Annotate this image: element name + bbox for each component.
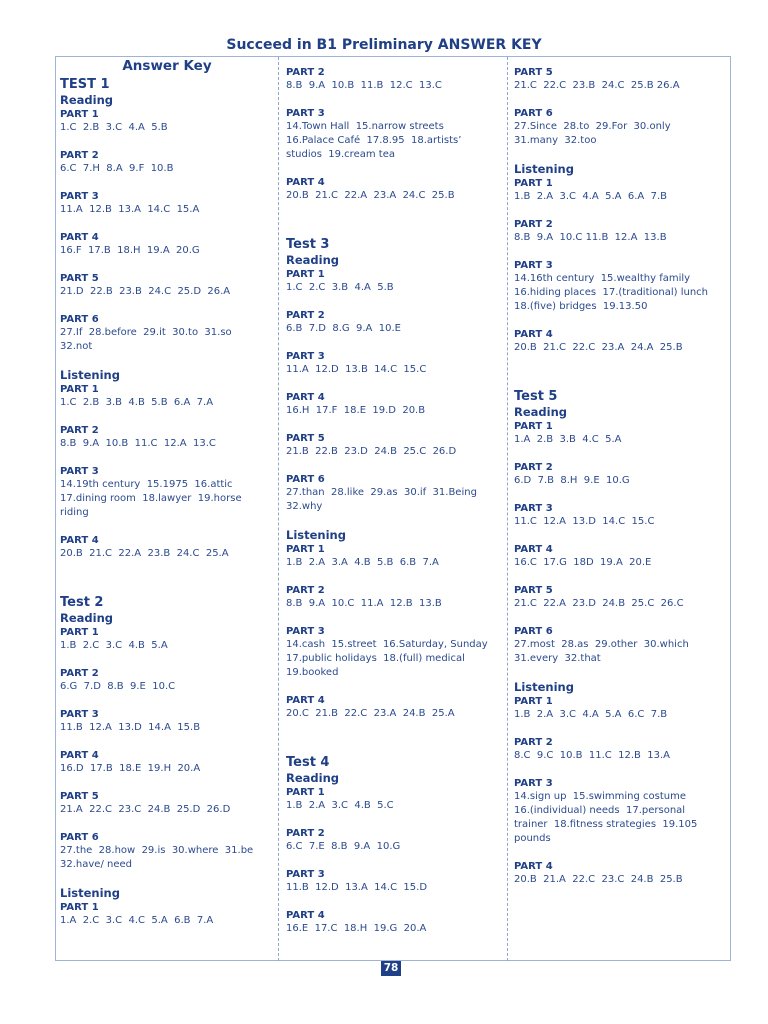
part-block — [514, 177, 728, 204]
answer-line: 14.cash 15.street 16.Saturday, Sunday — [286, 639, 488, 650]
answer-line: 27.the 28.how 29.is 30.where 31.be — [60, 845, 254, 856]
part-block — [286, 786, 504, 813]
part-label: PART 3 — [514, 778, 553, 789]
answer-line: 11.A 12.D 13.B 14.C 15.C — [286, 364, 427, 375]
part-label: PART 1 — [60, 384, 99, 395]
part-label: PART 1 — [60, 902, 99, 913]
part-label: PART 2 — [514, 219, 553, 230]
part-label: PART 4 — [286, 910, 325, 921]
answer-line: 1.C 2.B 3.C 4.A 5.B — [60, 122, 168, 133]
part-label: PART 3 — [286, 626, 325, 637]
section-title: Reading — [60, 611, 114, 625]
part-label: PART 3 — [60, 466, 99, 477]
part-label: PART 3 — [286, 351, 325, 362]
test-title: Test 3 — [286, 237, 330, 252]
part-label: PART 4 — [60, 535, 99, 546]
answer-line: 14.Town Hall 15.narrow streets — [286, 121, 444, 132]
part-label: PART 6 — [60, 832, 99, 843]
section-title: Reading — [286, 771, 340, 785]
part-block — [60, 667, 274, 694]
answer-line: 14.16th century 15.wealthy family — [514, 273, 691, 284]
answer-line: 11.B 12.A 13.D 14.A 15.B — [60, 722, 201, 733]
answer-line: 21.C 22.A 23.D 24.B 25.C 26.C — [514, 598, 684, 609]
part-label: PART 2 — [286, 67, 325, 78]
answer-line: 27.Since 28.to 29.For 30.only — [514, 121, 671, 132]
part-label: PART 1 — [514, 178, 553, 189]
spacer — [60, 575, 274, 595]
answer-line: 1.A 2.B 3.B 4.C 5.A — [514, 434, 622, 445]
part-label: PART 5 — [514, 585, 553, 596]
part-block — [514, 420, 728, 447]
column-divider — [278, 57, 279, 961]
answer-line: 1.B 2.A 3.C 4.A 5.A 6.A 7.B — [514, 191, 667, 202]
part-block — [514, 66, 728, 93]
part-block — [60, 534, 274, 561]
answer-line: trainer 18.fitness strategies 19.105 — [514, 819, 698, 830]
part-block — [514, 695, 728, 722]
part-block — [60, 901, 274, 928]
section-title: Reading — [60, 93, 114, 107]
answer-line: 1.C 2.C 3.B 4.A 5.B — [286, 282, 394, 293]
part-block — [286, 66, 504, 93]
answer-line: 16.H 17.F 18.E 19.D 20.B — [286, 405, 426, 416]
part-label: PART 1 — [286, 787, 325, 798]
part-block — [286, 868, 504, 895]
part-label: PART 1 — [514, 696, 553, 707]
part-label: PART 1 — [286, 544, 325, 555]
part-label: PART 4 — [60, 232, 99, 243]
part-block — [514, 259, 728, 314]
part-label: PART 4 — [286, 392, 325, 403]
answer-line: 21.B 22.B 23.D 24.B 25.C 26.D — [286, 446, 457, 457]
part-label: PART 1 — [60, 109, 99, 120]
part-label: PART 6 — [60, 314, 99, 325]
part-label: PART 2 — [60, 150, 99, 161]
part-block — [60, 790, 274, 817]
part-block — [60, 749, 274, 776]
part-block — [514, 543, 728, 570]
part-label: PART 1 — [286, 269, 325, 280]
answer-line: 8.C 9.C 10.B 11.C 12.B 13.A — [514, 750, 670, 761]
answer-line: 8.B 9.A 10.C 11.A 12.B 13.B — [286, 598, 442, 609]
answer-line: 1.C 2.B 3.B 4.B 5.B 6.A 7.A — [60, 397, 214, 408]
part-block — [514, 107, 728, 148]
part-block — [514, 461, 728, 488]
answer-line: 20.B 21.C 22.A 23.A 24.C 25.B — [286, 190, 455, 201]
part-label: PART 3 — [514, 260, 553, 271]
answer-line: 1.B 2.A 3.C 4.A 5.A 6.C 7.B — [514, 709, 668, 720]
section-title: Listening — [60, 368, 120, 382]
part-label: PART 5 — [286, 433, 325, 444]
answer-line: 27.than 28.like 29.as 30.if 31.Being — [286, 487, 477, 498]
part-label: PART 4 — [60, 750, 99, 761]
part-block — [60, 424, 274, 451]
column-divider — [507, 57, 508, 961]
answer-line: 8.B 9.A 10.B 11.B 12.C 13.C — [286, 80, 442, 91]
section-title: Listening — [60, 886, 120, 900]
part-block — [60, 313, 274, 354]
part-label: PART 3 — [60, 191, 99, 202]
part-label: PART 2 — [286, 828, 325, 839]
part-block — [286, 350, 504, 377]
part-label: PART 6 — [514, 108, 553, 119]
part-block — [286, 543, 504, 570]
answer-line: 16.C 17.G 18D 19.A 20.E — [514, 557, 652, 568]
answer-line: 16.Palace Café 17.8.95 18.artists’ — [286, 135, 462, 146]
answer-line: 20.B 21.C 22.A 23.B 24.C 25.A — [60, 548, 229, 559]
part-block — [60, 831, 274, 872]
test-title: Test 4 — [286, 755, 330, 770]
part-label: PART 4 — [286, 177, 325, 188]
spacer — [514, 369, 728, 389]
section-title: Listening — [514, 680, 574, 694]
part-label: PART 4 — [286, 695, 325, 706]
part-label: PART 5 — [60, 791, 99, 802]
answer-line: 11.A 12.B 13.A 14.C 15.A — [60, 204, 200, 215]
part-block — [286, 909, 504, 936]
answer-line: 16.F 17.B 18.H 19.A 20.G — [60, 245, 200, 256]
answer-line: 17.dining room 18.lawyer 19.horse — [60, 493, 242, 504]
answer-line: 8.B 9.A 10.C 11.B 12.A 13.B — [514, 232, 667, 243]
part-label: PART 6 — [514, 626, 553, 637]
part-block — [286, 107, 504, 162]
part-block — [286, 391, 504, 418]
part-block — [286, 827, 504, 854]
answer-line: 14.sign up 15.swimming costume — [514, 791, 686, 802]
answer-line: 16.E 17.C 18.H 19.G 20.A — [286, 923, 427, 934]
part-label: PART 1 — [514, 421, 553, 432]
answer-line: pounds — [514, 833, 551, 844]
part-block — [60, 708, 274, 735]
section-title: Listening — [514, 162, 574, 176]
part-label: PART 5 — [60, 273, 99, 284]
answer-line: studios 19.cream tea — [286, 149, 395, 160]
part-block — [60, 383, 274, 410]
part-block — [286, 176, 504, 203]
answer-line: 6.G 7.D 8.B 9.E 10.C — [60, 681, 176, 692]
part-label: PART 1 — [60, 627, 99, 638]
answer-line: 21.C 22.C 23.B 24.C 25.B 26.A — [514, 80, 680, 91]
part-label: PART 4 — [514, 544, 553, 555]
part-label: PART 4 — [514, 861, 553, 872]
part-block — [60, 149, 274, 176]
answer-line: 17.public holidays 18.(full) medical — [286, 653, 465, 664]
part-label: PART 2 — [514, 737, 553, 748]
part-block — [60, 190, 274, 217]
answer-line: 6.C 7.H 8.A 9.F 10.B — [60, 163, 174, 174]
part-block — [514, 328, 728, 355]
answer-key-heading: Answer Key — [122, 58, 212, 74]
part-block — [514, 218, 728, 245]
part-label: PART 2 — [514, 462, 553, 473]
part-block — [286, 625, 504, 680]
answer-line: 11.C 12.A 13.D 14.C 15.C — [514, 516, 655, 527]
spacer — [286, 217, 504, 237]
section-title: Reading — [514, 405, 568, 419]
answer-line: 16.(individual) needs 17.personal — [514, 805, 686, 816]
answer-line: 32.not — [60, 341, 93, 352]
part-block — [60, 626, 274, 653]
part-label: PART 6 — [286, 474, 325, 485]
part-block — [514, 625, 728, 666]
answer-line: 27.If 28.before 29.it 30.to 31.so — [60, 327, 232, 338]
section-title: Reading — [286, 253, 340, 267]
answer-line: 1.B 2.A 3.C 4.B 5.C — [286, 800, 394, 811]
page-number: 78 — [381, 961, 401, 976]
part-label: PART 3 — [286, 108, 325, 119]
part-label: PART 2 — [286, 310, 325, 321]
part-label: PART 2 — [60, 668, 99, 679]
answer-line: 19.booked — [286, 667, 339, 678]
answer-line: 31.many 32.too — [514, 135, 597, 146]
answer-line: 1.B 2.C 3.C 4.B 5.A — [60, 640, 168, 651]
part-block — [514, 584, 728, 611]
answer-line: 27.most 28.as 29.other 30.which — [514, 639, 689, 650]
part-block — [514, 736, 728, 763]
column-1 — [60, 56, 274, 942]
answer-line: 6.D 7.B 8.H 9.E 10.G — [514, 475, 630, 486]
answer-line: 8.B 9.A 10.B 11.C 12.A 13.C — [60, 438, 216, 449]
part-block — [60, 465, 274, 520]
answer-line: 11.B 12.D 13.A 14.C 15.D — [286, 882, 428, 893]
part-block — [60, 272, 274, 299]
spacer — [286, 735, 504, 755]
part-block — [514, 777, 728, 846]
answer-line: 31.every 32.that — [514, 653, 601, 664]
part-block — [514, 860, 728, 887]
answer-line: 21.D 22.B 23.B 24.C 25.D 26.A — [60, 286, 231, 297]
part-label: PART 5 — [514, 67, 553, 78]
answer-line: 32.have/ need — [60, 859, 132, 870]
answer-line: 16.hiding places 17.(traditional) lunch — [514, 287, 709, 298]
answer-line: 16.D 17.B 18.E 19.H 20.A — [60, 763, 201, 774]
part-block — [286, 473, 504, 514]
part-label: PART 4 — [514, 329, 553, 340]
answer-line: 6.B 7.D 8.G 9.A 10.E — [286, 323, 401, 334]
answer-line: 1.A 2.C 3.C 4.C 5.A 6.B 7.A — [60, 915, 214, 926]
answer-line: 32.why — [286, 501, 323, 512]
column-2 — [286, 66, 504, 950]
answer-line: riding — [60, 507, 89, 518]
part-block — [286, 268, 504, 295]
part-label: PART 3 — [286, 869, 325, 880]
part-block — [286, 309, 504, 336]
test-title: Test 5 — [514, 389, 558, 404]
answer-line: 1.B 2.A 3.A 4.B 5.B 6.B 7.A — [286, 557, 439, 568]
section-title: Listening — [286, 528, 346, 542]
part-label: PART 2 — [286, 585, 325, 596]
part-block — [60, 231, 274, 258]
part-label: PART 2 — [60, 425, 99, 436]
answer-line: 14.19th century 15.1975 16.attic — [60, 479, 233, 490]
column-3 — [514, 66, 728, 901]
part-label: PART 3 — [60, 709, 99, 720]
test-title: TEST 1 — [60, 77, 110, 92]
part-block — [286, 432, 504, 459]
part-block — [60, 108, 274, 135]
answer-line: 18.(five) bridges 19.13.50 — [514, 301, 648, 312]
answer-line: 20.C 21.B 22.C 23.A 24.B 25.A — [286, 708, 455, 719]
part-block — [514, 502, 728, 529]
part-label: PART 3 — [514, 503, 553, 514]
part-block — [286, 584, 504, 611]
answer-line: 6.C 7.E 8.B 9.A 10.G — [286, 841, 401, 852]
answer-line: 20.B 21.A 22.C 23.C 24.B 25.B — [514, 874, 683, 885]
page-title: Succeed in B1 Preliminary ANSWER KEY — [226, 37, 542, 53]
part-block — [286, 694, 504, 721]
answer-line: 21.A 22.C 23.C 24.B 25.D 26.D — [60, 804, 231, 815]
answer-line: 20.B 21.C 22.C 23.A 24.A 25.B — [514, 342, 683, 353]
test-title: Test 2 — [60, 595, 104, 610]
